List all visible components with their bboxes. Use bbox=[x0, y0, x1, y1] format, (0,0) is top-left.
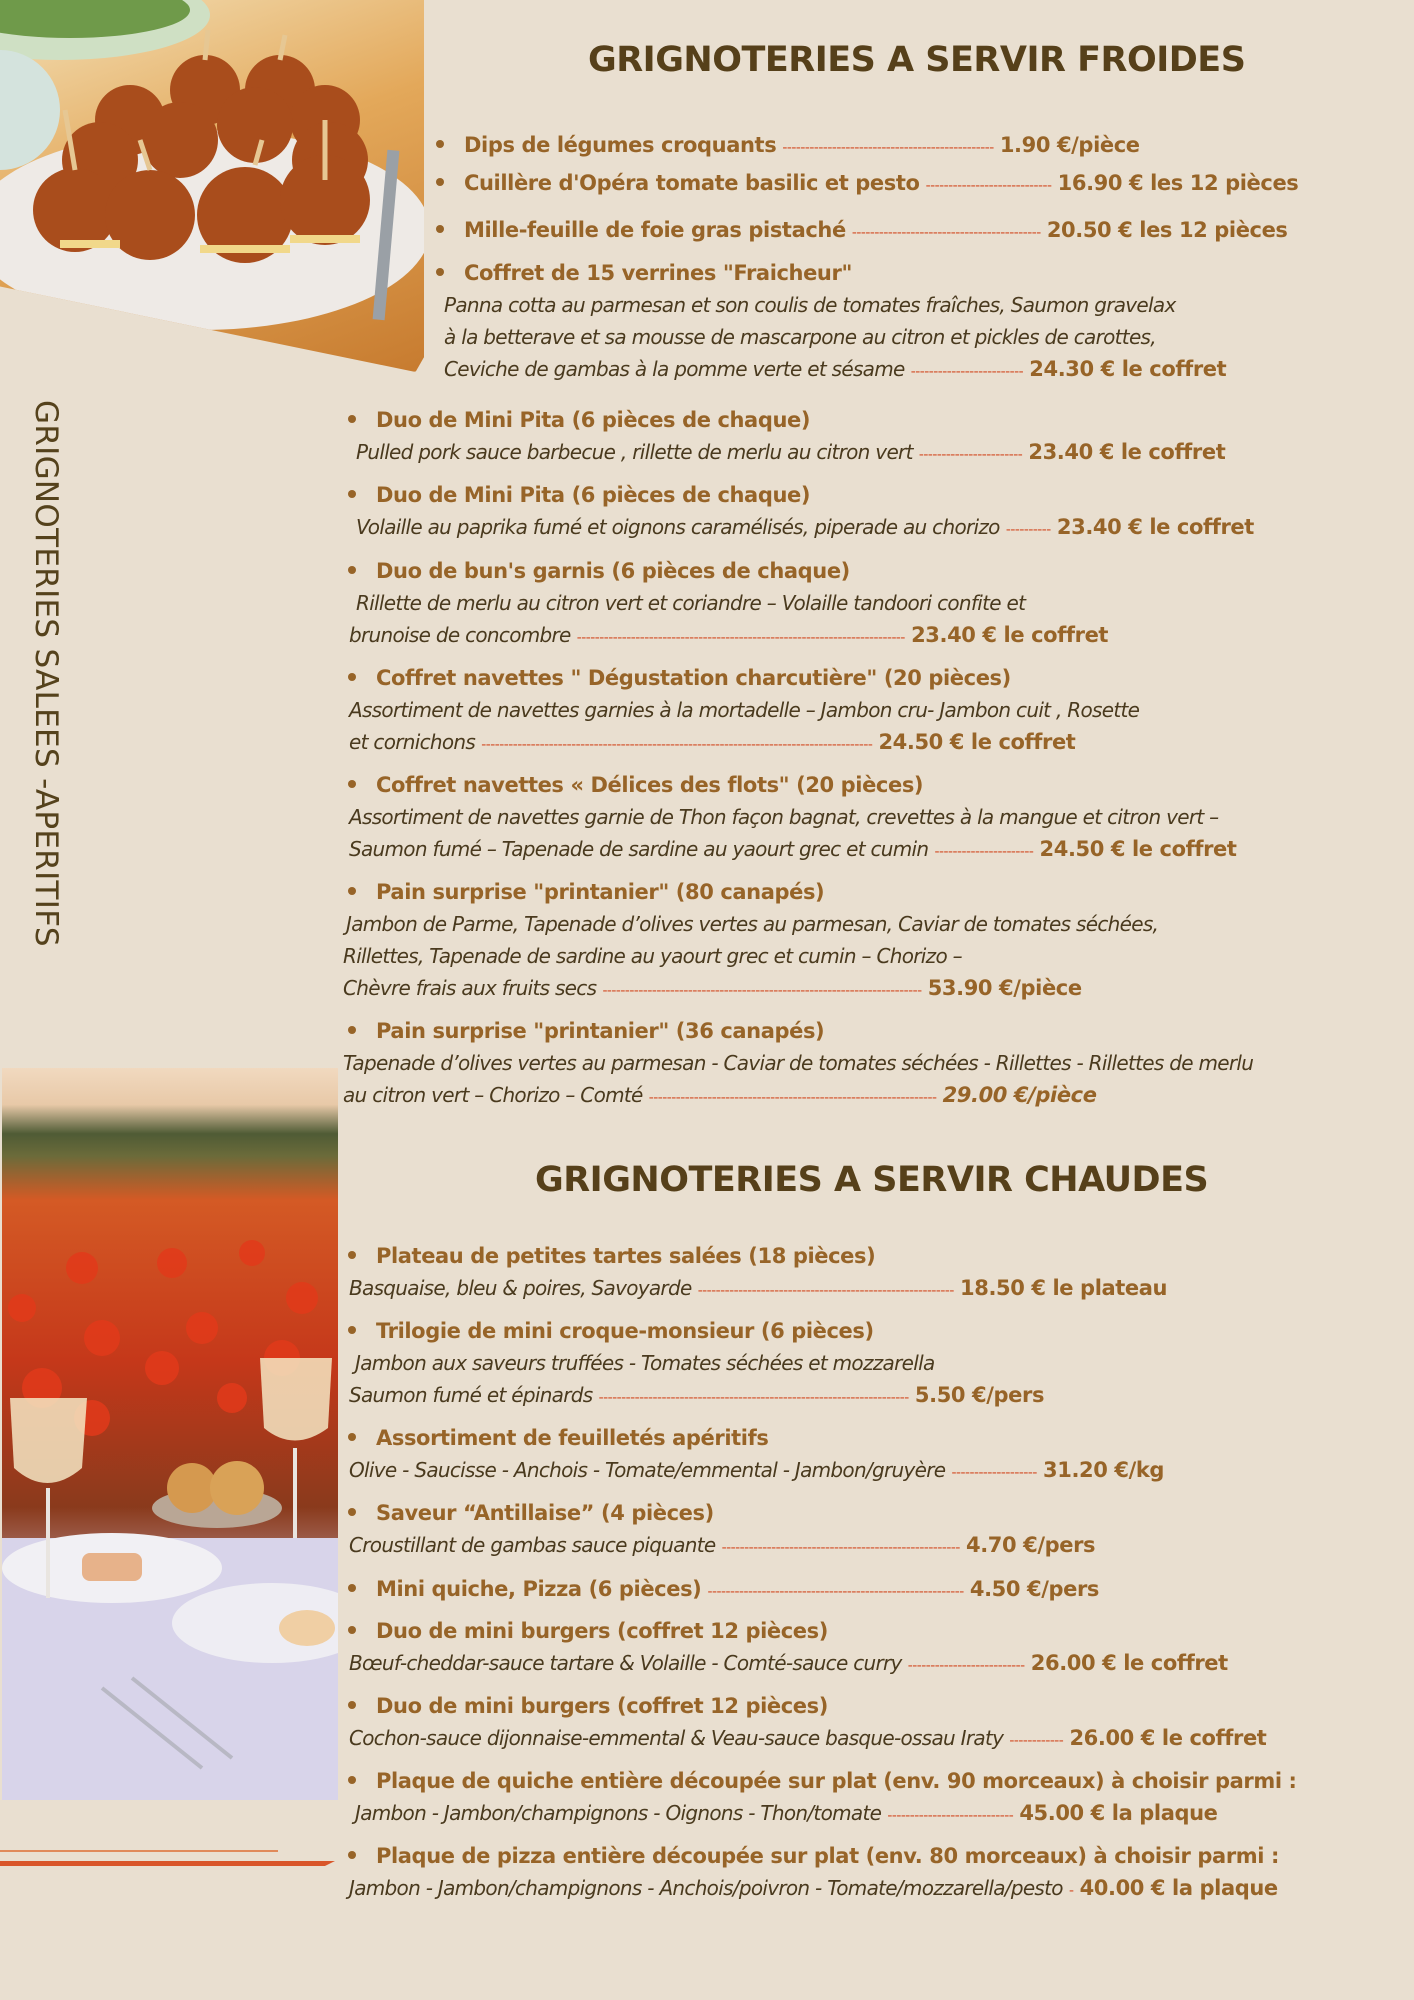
bullet-icon bbox=[436, 268, 444, 276]
dot-leader: --------------------------------------------------------- bbox=[707, 1583, 964, 1600]
item-title: Plaque de quiche entière découpée sur plat (env. 90 morceaux) à choisir parmi : bbox=[376, 1769, 1297, 1793]
dot-leader: --------------------------------------------------------- bbox=[697, 1282, 954, 1299]
item-title: Duo de Mini Pita (6 pièces de chaque) bbox=[376, 408, 811, 432]
item-title: Coffret navettes « Délices des flots" (20 pièces) bbox=[376, 773, 924, 797]
item-title: Duo de mini burgers (coffret 12 pièces) bbox=[376, 1694, 828, 1718]
item-description-price-line bbox=[349, 1455, 1164, 1488]
item-price: 26.00 € le coffret bbox=[1030, 1651, 1228, 1675]
item-price: 5.50 €/pers bbox=[914, 1383, 1045, 1407]
dot-leader: ----------------------------------------------------- bbox=[721, 1539, 960, 1556]
dot-leader: ----------------------------------------------------------------------- bbox=[602, 982, 922, 999]
burger-platter-illustration bbox=[0, 0, 424, 372]
menu-item bbox=[436, 130, 1140, 163]
poppy-dinner-illustration bbox=[2, 1068, 338, 1800]
item-description: Tapenade d’olives vertes au parmesan - Caviar de tomates séchées - Rillettes - Rillettes de merlu bbox=[343, 1051, 1254, 1075]
item-description: Jambon de Parme, Tapenade d’olives vertes au parmesan, Caviar de tomates séchées, bbox=[346, 912, 1159, 936]
item-description-price-line bbox=[349, 1273, 1167, 1306]
item-title: Coffret de 15 verrines "Fraicheur" bbox=[464, 261, 852, 285]
dot-leader: ---------------------------- bbox=[887, 1807, 1014, 1824]
menu-item-title-line bbox=[348, 1498, 714, 1528]
bullet-icon bbox=[348, 1026, 356, 1034]
item-description: Panna cotta au parmesan et son coulis de tomates fraîches, Saumon gravelax bbox=[444, 293, 1176, 317]
menu-item-title-line bbox=[348, 1241, 875, 1271]
bullet-icon bbox=[348, 566, 356, 574]
item-title: Duo de Mini Pita (6 pièces de chaque) bbox=[376, 483, 811, 507]
item-description: Bœuf-cheddar-sauce tartare & Volaille - Comté-sauce curry bbox=[349, 1651, 902, 1675]
bullet-icon bbox=[436, 178, 444, 186]
dot-leader: - bbox=[1068, 1882, 1074, 1899]
item-description: Rillettes, Tapenade de sardine au yaourt grec et cumin – Chorizo – bbox=[343, 944, 962, 968]
item-price: 23.40 € le coffret bbox=[911, 623, 1109, 647]
item-description: brunoise de concombre bbox=[349, 623, 571, 647]
item-price: 24.50 € le coffret bbox=[1039, 837, 1237, 861]
item-price: 4.50 €/pers bbox=[969, 1577, 1099, 1601]
item-price: 26.00 € le coffret bbox=[1069, 1726, 1267, 1750]
menu-item-title-line bbox=[348, 556, 850, 586]
cold-section-heading: GRIGNOTERIES A SERVIR FROIDES bbox=[588, 40, 1246, 80]
item-description: Ceviche de gambas à la pomme verte et sésame bbox=[444, 357, 905, 381]
bullet-icon bbox=[436, 140, 444, 148]
item-title: Duo de bun's garnis (6 pièces de chaque) bbox=[376, 559, 850, 583]
dot-leader: -------------------------- bbox=[907, 1657, 1025, 1674]
menu-item-title-line bbox=[348, 1766, 1297, 1796]
item-price: 53.90 €/pièce bbox=[927, 976, 1082, 1000]
item-title: Assortiment de feuilletés apéritifs bbox=[376, 1426, 769, 1450]
item-title: Plaque de pizza entière découpée sur plat (env. 80 morceaux) à choisir parmi : bbox=[376, 1844, 1279, 1868]
bullet-icon bbox=[348, 1851, 356, 1859]
item-description: Jambon - Jambon/champignons - Anchois/poivron - Tomate/mozzarella/pesto bbox=[349, 1876, 1063, 1900]
menu-item bbox=[348, 1574, 1099, 1607]
item-title: Duo de mini burgers (coffret 12 pièces) bbox=[376, 1619, 828, 1643]
item-price: 4.70 €/pers bbox=[966, 1533, 1096, 1557]
dot-leader: ---------------------------------------------------------------- bbox=[648, 1089, 937, 1106]
item-description-price-line bbox=[355, 1798, 1218, 1831]
bullet-icon bbox=[348, 780, 356, 788]
item-description: Assortiment de navettes garnies à la mortadelle – Jambon cru- Jambon cuit , Rosette bbox=[349, 698, 1140, 722]
menu-item-title-line bbox=[348, 1841, 1279, 1871]
item-description: Jambon aux saveurs truffées - Tomates séchées et mozzarella bbox=[355, 1351, 935, 1375]
bullet-icon bbox=[348, 1776, 356, 1784]
menu-item-title-line bbox=[348, 770, 923, 800]
item-description-price-line bbox=[349, 1530, 1095, 1563]
bullet-icon bbox=[348, 1626, 356, 1634]
item-title: Saveur “Antillaise” (4 pièces) bbox=[376, 1501, 714, 1525]
menu-item-title-line bbox=[436, 258, 852, 288]
bullet-icon bbox=[348, 415, 356, 423]
bullet-icon bbox=[348, 490, 356, 498]
item-description-price-line bbox=[356, 512, 1254, 545]
item-price: 23.40 € le coffret bbox=[1056, 515, 1254, 539]
menu-item-title-line bbox=[348, 1316, 874, 1346]
item-description-price-line bbox=[343, 973, 1082, 1006]
item-description: Saumon fumé – Tapenade de sardine au yaourt grec et cumin bbox=[349, 837, 929, 861]
item-description-price-line bbox=[349, 1723, 1266, 1756]
dot-leader: ---------------------------- bbox=[925, 177, 1052, 194]
menu-item-title-line bbox=[348, 1691, 828, 1721]
item-description-price-line bbox=[356, 437, 1225, 470]
dot-leader: ------------------- bbox=[951, 1464, 1037, 1481]
item-price: 16.90 € les 12 pièces bbox=[1057, 171, 1299, 195]
item-price: 24.30 € le coffret bbox=[1029, 357, 1227, 381]
item-description: Pulled pork sauce barbecue , rillette de merlu au citron vert bbox=[356, 440, 913, 464]
item-title: Pain surprise "printanier" (80 canapés) bbox=[376, 880, 825, 904]
bullet-icon bbox=[348, 1584, 356, 1592]
dot-leader: ------------------------------------------------------------------------- bbox=[576, 629, 905, 646]
item-description: Olive - Saucisse - Anchois - Tomate/emmental - Jambon/gruyère bbox=[349, 1458, 946, 1482]
item-description-price-line bbox=[349, 1380, 1044, 1413]
item-title: Plateau de petites tartes salées (18 pièces) bbox=[376, 1244, 876, 1268]
item-description-price-line bbox=[444, 354, 1226, 387]
item-price: 18.50 € le plateau bbox=[960, 1276, 1168, 1300]
dot-leader: --------------------------------------------------------------------- bbox=[598, 1389, 909, 1406]
item-description: et cornichons bbox=[349, 730, 476, 754]
item-description: Croustillant de gambas sauce piquante bbox=[349, 1533, 716, 1557]
item-title: Cuillère d'Opéra tomate basilic et pesto bbox=[464, 171, 920, 195]
item-description: Basquaise, bleu & poires, Savoyarde bbox=[349, 1276, 692, 1300]
bullet-icon bbox=[348, 1433, 356, 1441]
dot-leader: --------------------------------------------------------------------------------------- bbox=[481, 736, 873, 753]
menu-item-title-line bbox=[348, 1423, 768, 1453]
mini-burgers-photo bbox=[0, 0, 424, 372]
item-description: Cochon-sauce dijonnaise-emmental & Veau-sauce basque-ossau Iraty bbox=[349, 1726, 1004, 1750]
bullet-icon bbox=[348, 1508, 356, 1516]
dot-leader: ---------- bbox=[1005, 521, 1051, 538]
dot-leader: ---------------------- bbox=[934, 843, 1034, 860]
item-price: 23.40 € le coffret bbox=[1028, 440, 1226, 464]
item-description-price-line bbox=[349, 1873, 1278, 1906]
item-title: Mini quiche, Pizza (6 pièces) bbox=[376, 1577, 702, 1601]
dot-leader: ------------ bbox=[1009, 1732, 1064, 1749]
menu-item-title-line bbox=[348, 480, 810, 510]
menu-item-title-line bbox=[348, 877, 824, 907]
item-price: 1.90 €/pièce bbox=[999, 133, 1140, 157]
item-description: Assortiment de navettes garnie de Thon façon bagnat, crevettes à la mangue et citron vert – bbox=[349, 805, 1219, 829]
item-price: 45.00 € la plaque bbox=[1019, 1801, 1218, 1825]
item-description: Chèvre frais aux fruits secs bbox=[343, 976, 597, 1000]
dot-leader: ----------------------- bbox=[918, 446, 1023, 463]
item-description-price-line bbox=[343, 1080, 1097, 1113]
dot-leader: ----------------------------------------------- bbox=[782, 139, 994, 156]
bullet-icon bbox=[436, 225, 444, 233]
item-title: Dips de légumes croquants bbox=[464, 133, 777, 157]
item-description-price-line bbox=[349, 834, 1237, 867]
item-description: à la betterave et sa mousse de mascarpone au citron et pickles de carottes, bbox=[444, 325, 1156, 349]
item-title: Coffret navettes " Dégustation charcutière" (20 pièces) bbox=[376, 666, 1011, 690]
item-description: Saumon fumé et épinards bbox=[349, 1383, 593, 1407]
bullet-icon bbox=[348, 1326, 356, 1334]
item-price: 24.50 € le coffret bbox=[878, 730, 1076, 754]
item-price: 20.50 € les 12 pièces bbox=[1046, 218, 1288, 242]
item-title: Pain surprise "printanier" (36 canapés) bbox=[376, 1019, 825, 1043]
item-title: Mille-feuille de foie gras pistaché bbox=[464, 218, 846, 242]
decorative-rule-thin bbox=[0, 1850, 278, 1852]
side-title bbox=[28, 400, 68, 960]
dot-leader: ------------------------------------------ bbox=[851, 224, 1041, 241]
item-price: 29.00 €/pièce bbox=[942, 1083, 1097, 1107]
menu-item bbox=[436, 215, 1288, 248]
bullet-icon bbox=[348, 1251, 356, 1259]
poppy-field-dinner-photo bbox=[2, 1068, 338, 1800]
item-description: Volaille au paprika fumé et oignons caramélisés, piperade au chorizo bbox=[356, 515, 1000, 539]
menu-item-title-line bbox=[348, 663, 1011, 693]
decorative-rule-thick bbox=[0, 1861, 335, 1866]
item-description: au citron vert – Chorizo – Comté bbox=[343, 1083, 643, 1107]
item-description-price-line bbox=[349, 620, 1108, 653]
item-price: 40.00 € la plaque bbox=[1079, 1876, 1278, 1900]
bullet-icon bbox=[348, 887, 356, 895]
menu-item-title-line bbox=[348, 1016, 824, 1046]
menu-item bbox=[436, 168, 1298, 201]
item-description: Rillette de merlu au citron vert et coriandre – Volaille tandoori confite et bbox=[356, 591, 1026, 615]
dot-leader: ------------------------- bbox=[910, 363, 1024, 380]
bullet-icon bbox=[348, 1701, 356, 1709]
item-description-price-line bbox=[349, 1648, 1228, 1681]
item-description: Jambon - Jambon/champignons - Oignons - Thon/tomate bbox=[355, 1801, 882, 1825]
side-title-text: GRIGNOTERIES SALEES -APERITIFS bbox=[28, 400, 64, 947]
bullet-icon bbox=[348, 673, 356, 681]
item-description-price-line bbox=[349, 727, 1075, 760]
hot-section-heading: GRIGNOTERIES A SERVIR CHAUDES bbox=[535, 1160, 1209, 1200]
item-price: 31.20 €/kg bbox=[1043, 1458, 1165, 1482]
menu-item-title-line bbox=[348, 405, 810, 435]
item-title: Trilogie de mini croque-monsieur (6 pièces) bbox=[376, 1319, 874, 1343]
menu-item-title-line bbox=[348, 1616, 828, 1646]
